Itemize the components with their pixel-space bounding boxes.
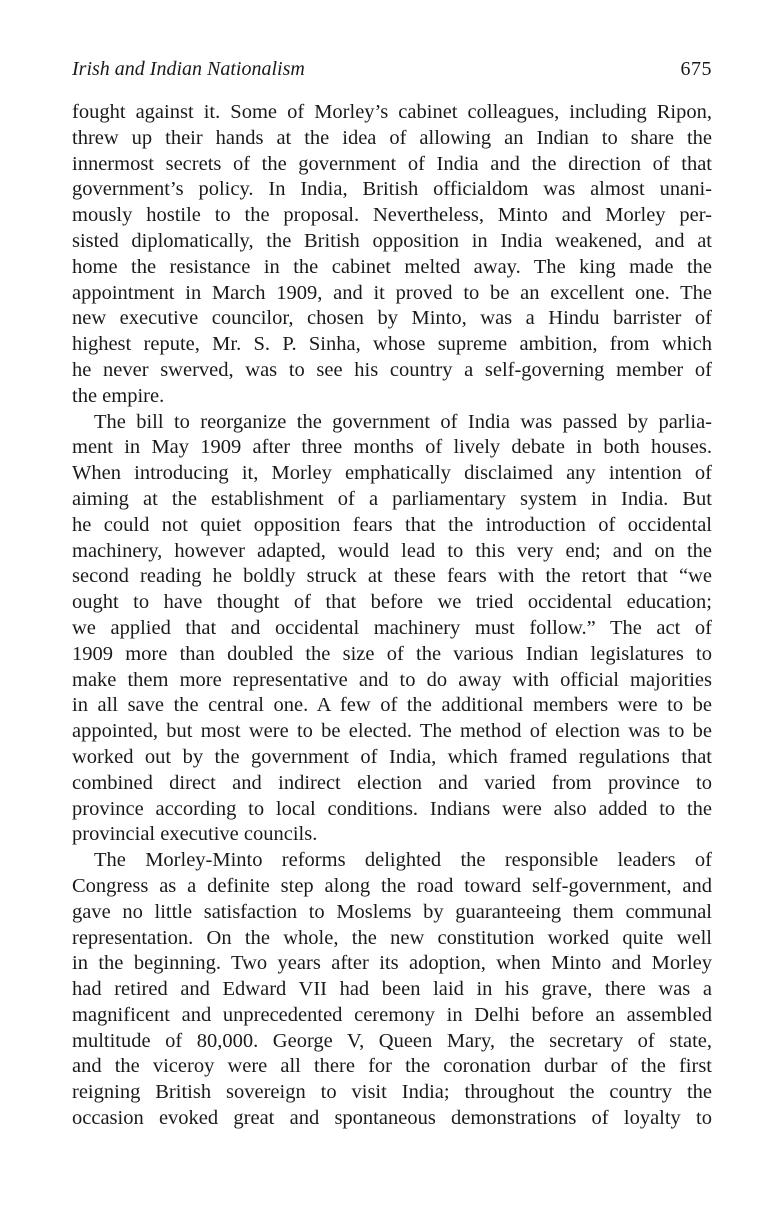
book-page [72,58,712,1132]
text-line: fought against it. Some of Morley’s cabinet colleagues, including Ripon, [72,101,712,123]
text-line: The bill to reorganize the government of India was passed by parlia- [94,410,712,433]
text-line: home the resistance in the cabinet melted away. The king made the [72,255,712,278]
text-line: he could not quiet opposition fears that the introduction of occidental [72,513,712,536]
text-line: in the beginning. Two years after its adoption, when Minto and Morley [72,952,712,975]
text-line: highest repute, Mr. S. P. Sinha, whose supreme ambition, from which [72,333,712,356]
text-line: reigning British sovereign to visit India; throughout the country the [72,1081,712,1104]
text-line: he never swerved, was to see his country a self-governing member of [72,358,712,381]
paragraph-2 [72,410,712,849]
text-line: new executive councilor, chosen by Minto, was a Hindu barrister of [72,307,712,330]
text-line: second reading he boldly struck at these fears with the retort that “we [72,565,712,588]
text-line: make them more representative and to do away with official majorities [72,668,712,691]
text-line: appointed, but most were to be elected. The method of election was to be [72,720,712,743]
text-line: government’s policy. In India, British officialdom was almost unani- [72,178,712,201]
text-line: worked out by the government of India, which framed regulations that [72,745,712,768]
text-line: innermost secrets of the government of India and the direction of that [72,152,712,175]
text-line: Congress as a definite step along the road toward self-government, and [72,874,712,897]
text-line: multitude of 80,000. George V, Queen Mary, the secretary of state, [72,1029,712,1052]
text-line: mously hostile to the proposal. Nevertheless, Minto and Morley per- [72,204,712,227]
text-line: ment in May 1909 after three months of lively debate in both houses. [72,436,712,459]
text-line: representation. On the whole, the new constitution worked quite well [72,926,712,949]
text-line: we applied that and occidental machinery must follow.” The act of [72,616,712,639]
text-line: and the viceroy were all there for the coronation durbar of the first [72,1055,712,1078]
text-line: aiming at the establishment of a parliamentary system in India. But [72,487,712,510]
text-line: occasion evoked great and spontaneous demonstrations of loyalty to [72,1107,712,1130]
text-line: 1909 more than doubled the size of the various Indian legislatures to [72,642,712,665]
text-line: gave no little satisfaction to Moslems by guaranteeing them communal [72,900,712,923]
text-line: ought to have thought of that before we tried occidental education; [72,591,712,614]
text-line: sisted diplomatically, the British opposition in India weakened, and at [72,229,712,252]
body-text [72,100,712,1132]
paragraph-1 [72,100,712,410]
page-number: 675 [680,58,712,80]
paragraph-3 [72,848,712,1132]
running-head [72,58,712,88]
text-line: the empire. [72,384,165,407]
text-line: The Morley-Minto reforms delighted the responsible leaders of [94,849,712,872]
text-line: threw up their hands at the idea of allowing an Indian to share the [72,126,712,149]
text-line: machinery, however adapted, would lead to this very end; and on the [72,539,712,562]
text-line: When introducing it, Morley emphatically disclaimed any intention of [72,462,712,485]
text-line: had retired and Edward VII had been laid in his grave, there was a [72,978,712,1001]
text-line: in all save the central one. A few of the additional members were to be [72,694,712,717]
text-line: provincial executive councils. [72,823,318,846]
text-line: appointment in March 1909, and it proved to be an excellent one. The [72,281,712,304]
text-line: magnificent and unprecedented ceremony in Delhi before an assembled [72,1003,712,1026]
running-title: Irish and Indian Nationalism [72,58,305,80]
text-line: combined direct and indirect election and varied from province to [72,771,712,794]
text-line: province according to local conditions. Indians were also added to the [72,797,712,820]
